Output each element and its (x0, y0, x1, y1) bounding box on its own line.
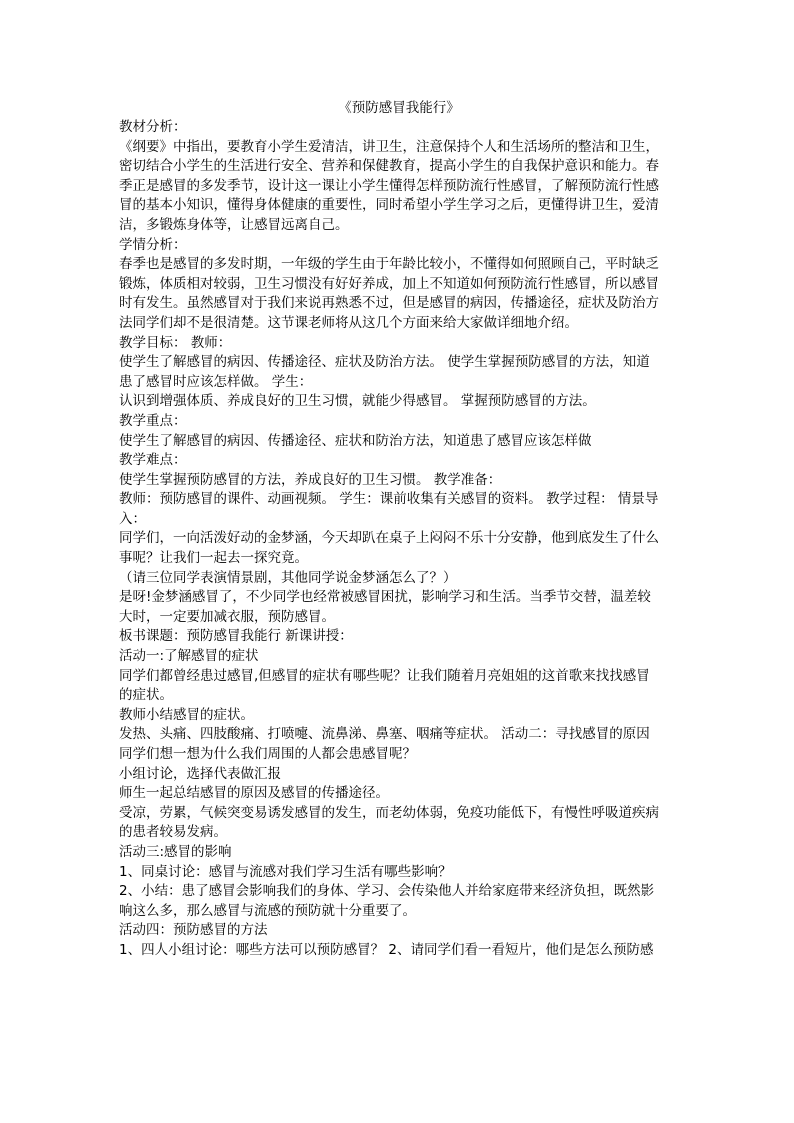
text-line: 教学目标： 教师： (119, 334, 232, 351)
text-line: 患了感冒时应该怎样做。 学生： (119, 373, 313, 390)
document-body (119, 118, 679, 961)
text-line: 活动一:了解感冒的症状 (119, 648, 259, 665)
text-line: 响这么多，那么感冒与流感的预防就十分重要了。 (119, 902, 416, 919)
text-line: 事呢？让我们一起去一探究竟。 (119, 550, 308, 567)
text-line: 法同学们却不是很清楚。这节课老师将从这几个方面来给大家做详细地介绍。 (119, 314, 578, 331)
text-line: 时有发生。虽然感冒对于我们来说再熟悉不过，但是感冒的病因，传播途径，症状及防治方 (119, 295, 659, 312)
text-line: 使学生了解感冒的病因、传播途径、症状和防治方法，知道患了感冒应该怎样做 (119, 432, 592, 449)
text-line: 同学们都曾经患过感冒,但感冒的症状有哪些呢？让我们随着月亮姐姐的这首歌来找找感冒 (119, 667, 650, 684)
text-line: 是呀!金梦涵感冒了，不少同学也经常被感冒困扰，影响学习和生活。当季节交替，温差较 (119, 589, 651, 606)
text-line: 板书课题：预防感冒我能行 新课讲授： (119, 628, 353, 645)
text-line: 活动三:感冒的影响 (119, 843, 232, 860)
text-line: 教学重点： (119, 412, 187, 429)
text-line: 的症状。 (119, 687, 173, 704)
text-line: 发热、头痛、四肢酸痛、打喷嚏、流鼻涕、鼻塞、咽痛等症状。 活动二：寻找感冒的原因 (119, 726, 650, 743)
text-line: 教学难点： (119, 452, 187, 469)
document-page (119, 99, 679, 961)
text-line: 洁，多锻炼身体等，让感冒远离自己。 (119, 216, 349, 233)
text-line: 受凉，劳累，气候突变易诱发感冒的发生，而老幼体弱，免疫功能低下，有慢性呼吸道疾病 (119, 804, 659, 821)
text-line: 认识到增强体质、养成良好的卫生习惯，就能少得感冒。 掌握预防感冒的方法。 (119, 393, 596, 410)
text-line: 锻炼，体质相对较弱，卫生习惯没有好好养成，加上不知道如何预防流行性感冒，所以感冒 (119, 275, 659, 292)
text-line: 教师小结感冒的症状。 (119, 706, 254, 723)
text-line: 2、小结：患了感冒会影响我们的身体、学习、会传染他人并给家庭带来经济负担，既然影 (119, 883, 655, 900)
document-title: 《预防感冒我能行》 (338, 100, 460, 116)
text-line: 春季也是感冒的多发时期，一年级的学生由于年龄比较小，不懂得如何照顾自己，平时缺乏 (119, 256, 659, 273)
text-line: 教师：预防感冒的课件、动画视频。 学生：课前收集有关感冒的资料。 教学过程： 情景导 (119, 491, 659, 508)
text-line: 的患者较易发病。 (119, 824, 227, 841)
text-line: 季正是感冒的多发季节，设计这一课让小学生懂得怎样预防流行性感冒，了解预防流行性感 (119, 177, 659, 194)
text-line: 入： (119, 510, 146, 527)
text-line: 使学生掌握预防感冒的方法，养成良好的卫生习惯。 教学准备： (119, 471, 502, 488)
text-line: 师生一起总结感冒的原因及感冒的传播途径。 (119, 785, 389, 802)
text-line: 同学们想一想为什么我们周围的人都会患感冒呢？ (119, 746, 416, 762)
text-line: 1、四人小组讨论：哪些方法可以预防感冒？ 2、请同学们看一看短片，他们是怎么预防感 (119, 941, 654, 958)
text-line: （请三位同学表演情景剧，其他同学说金梦涵怎么了？） (119, 569, 457, 586)
text-line: 冒的基本小知识，懂得身体健康的重要性，同时希望小学生学习之后，更懂得讲卫生，爱清 (119, 197, 659, 214)
text-line: 使学生了解感冒的病因、传播途径、症状及防治方法。 使学生掌握预防感冒的方法，知道 (119, 354, 650, 371)
text-line: 《纲要》中指出，要教育小学生爱清洁，讲卫生，注意保持个人和生活场所的整洁和卫生， (119, 138, 659, 155)
text-line: 小组讨论，选择代表做汇报 (119, 765, 281, 782)
text-line: 活动四：预防感冒的方法 (119, 922, 268, 939)
text-line: 大时，一定要加减衣服，预防感冒。 (119, 608, 335, 625)
text-line: 1、同桌讨论：感冒与流感对我们学习生活有哪些影响？ (119, 863, 452, 880)
text-line: 密切结合小学生的生活进行安全、营养和保健教育，提高小学生的自我保护意识和能力。春 (119, 158, 659, 175)
text-line: 同学们，一向活泼好动的金梦涵，今天却趴在桌子上闷闷不乐十分安静，他到底发生了什么 (119, 530, 659, 547)
text-line: 教材分析： (119, 119, 187, 135)
text-line: 学情分析： (119, 236, 187, 253)
